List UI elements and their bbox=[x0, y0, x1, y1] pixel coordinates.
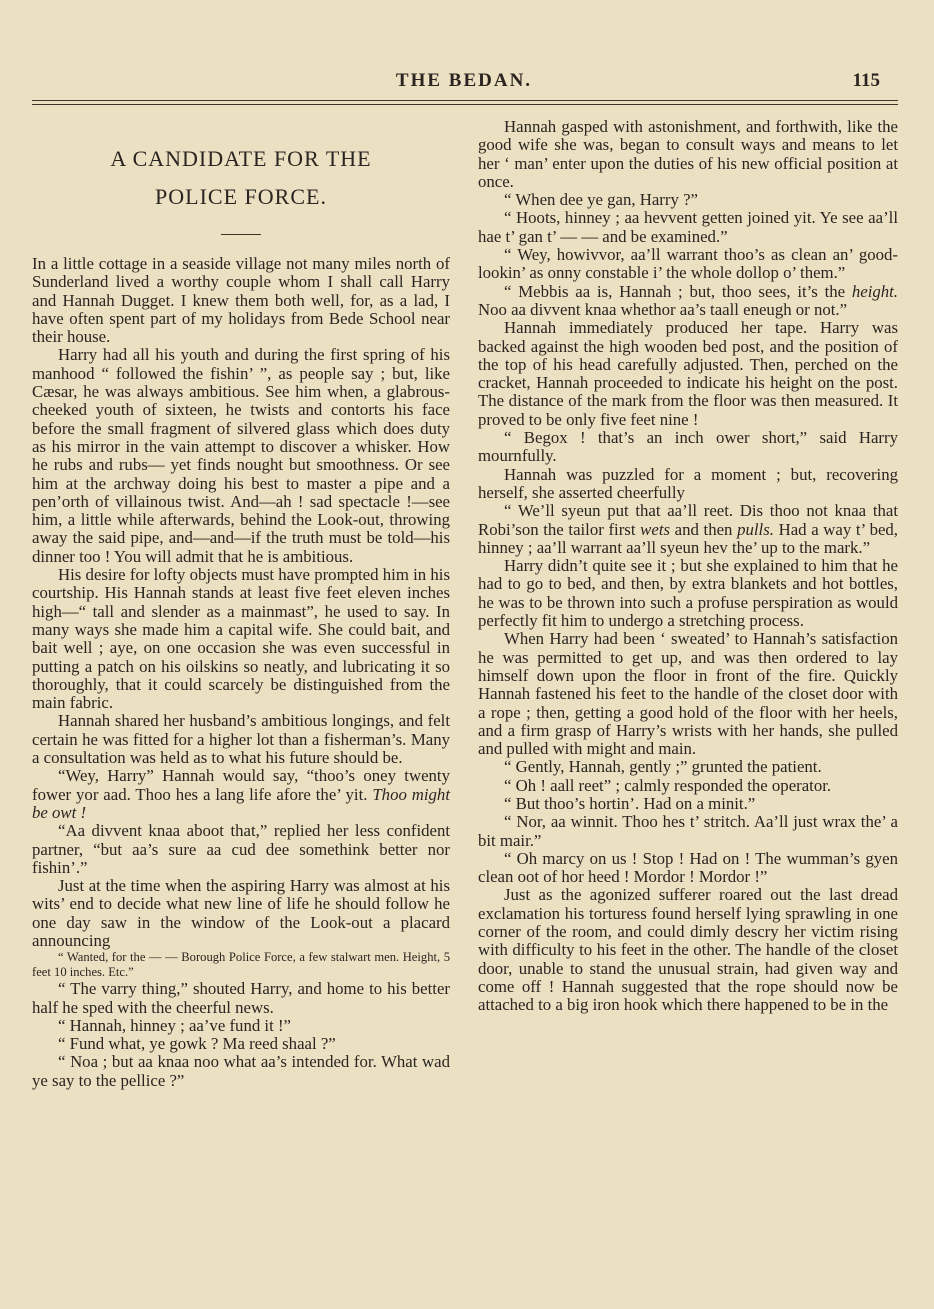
paragraph: When Harry had been ‘ sweated’ to Hannah’s satisfaction he was permitted to get up, and was then ordered to lay himself down upon the floor in front of the fire. Quickly Hannah fastened his feet to the handle of the closet door with a rope ; then, getting a good hold of the floor with her heels, and a firm grasp of Harry’s wrists with her hands, she pulled and pulled with might and main. bbox=[478, 629, 898, 759]
text-run: “ Mebbis aa is, Hannah ; but, thoo sees, it’s the bbox=[504, 281, 846, 301]
text-run: and then bbox=[674, 519, 733, 539]
paragraph: Hannah shared her husband’s ambitious longings, and felt certain he was fitted for a higher lot than a fisherman’s. Many a consultation was held as to what his future should be. bbox=[32, 711, 450, 768]
paragraph: Just as the agonized sufferer roared out the last dread exclamation his torturess found herself lying sprawling in one corner of the room, and could dimly descry her victim rising with difficulty to his feet in the other. The handle of the closet door, unable to stand the unusual strain, had given way and come off ! Hannah suggested that the rope should now be attached to a big iron hook which there happened to be in the bbox=[478, 885, 898, 1015]
paragraph bbox=[478, 502, 898, 557]
paragraph: “ Wey, howivvor, aa’ll warrant thoo’s as clean an’ good-lookin’ as onny constable i’ the whole dollop o’ them.” bbox=[478, 245, 898, 283]
paragraph bbox=[478, 283, 898, 320]
left-column bbox=[32, 118, 450, 1090]
paragraph: “ Noa ; but aa knaa noo what aa’s intended for. What wad ye say to the pellice ?” bbox=[32, 1052, 450, 1090]
paragraph: “ Gently, Hannah, gently ;” grunted the patient. bbox=[504, 757, 822, 777]
paragraph: “ Nor, aa winnit. Thoo hes t’ stritch. Aa’ll just wrax the’ a bit mair.” bbox=[478, 812, 898, 850]
italic-text: pulls. bbox=[737, 519, 774, 539]
paragraph: Hannah immediately produced her tape. Harry was backed against the high wooden bed post, and the position of the top of his head carefully adjusted. Then, perched on the cracket, Hannah proceeded to indicate his height on the post. The distance of the mark from the floor was then measured. It proved to be only five feet nine ! bbox=[478, 318, 898, 429]
paragraph: “ Fund what, ye gowk ? Ma reed shaal ?” bbox=[58, 1034, 336, 1054]
story-title bbox=[32, 140, 450, 216]
paragraph: “ Oh ! aall reet” ; calmly responded the operator. bbox=[504, 775, 832, 795]
paragraph: Harry had all his youth and during the first spring of his manhood “ followed the fishin’ ”, as people say ; but, like Cæsar, he was always ambitious. See him when, a glabrous-cheeked youth of sixteen, he twists and contorts his face before the small fragment of silvered glass which does duty as his mirror in the vain attempt to discover a whisker. How he rubs and rubs— yet finds nought but smoothness. Or see him at the archway doing his best to master a pipe and a pen’orth of villainous twist. And—ah ! sad spectacle !—see him, a little while afterwards, behind the Look-out, throwing away the said pipe, and—and—if the truth must be told—his dinner too ! You will admit that he is ambitious. bbox=[32, 345, 450, 566]
paragraph: Harry didn’t quite see it ; but she explained to him that he had to go to bed, and then, by extra blankets and hot bottles, he was to be thrown into such a profuse perspiration as would perfectly fit him to undergo a stretching process. bbox=[478, 556, 898, 631]
paragraph: “ Oh marcy on us ! Stop ! Had on ! The wumman’s gyen clean oot of hor heed ! Mordor ! Mordor !” bbox=[478, 848, 898, 887]
paragraph: In a little cottage in a seaside village not many miles north of Sunderland lived a worthy couple whom I shall call Harry and Hannah Dugget. I knew them both well, for, as a lad, I have often spent part of my holidays from Bede School near their house. bbox=[32, 254, 450, 347]
paragraph: “ When dee ye gan, Harry ?” bbox=[504, 190, 698, 210]
page-number: 115 bbox=[852, 70, 880, 91]
italic-text: Thoo might be owt ! bbox=[32, 784, 450, 822]
paragraph: His desire for lofty objects must have prompted him in his courtship. His Hannah stands at least five feet eleven inches high—“ tall and slender as a mainmast”, he used to say. In many ways she made him a capital wife. She could bait, and bait well ; aye, on one occasion she was even successful in putting a patch on his oilskins so neatly, and lubricating it so thoroughly, that it could scarcely be distinguished from the main fabric. bbox=[32, 565, 450, 713]
paragraph: “ Hoots, hinney ; aa hevvent getten joined yit. Ye see aa’ll hae t’ gan t’ — — and be examined.” bbox=[478, 208, 898, 246]
paragraph: “Aa divvent knaa aboot that,” replied her less confident partner, “but aa’s sure aa cud dee somethink better nor fishin’.” bbox=[32, 821, 450, 877]
text-run: Had a way t’ bed, hinney ; aa’ll warrant aa’ll syeun hev the’ up to the mark.” bbox=[478, 519, 898, 557]
paragraph: “ But thoo’s hortin’. Had on a minit.” bbox=[504, 793, 756, 813]
running-title: THE BEDAN. bbox=[395, 70, 533, 91]
paragraph: “ The varry thing,” shouted Harry, and home to his better half he sped with the cheerful news. bbox=[32, 979, 450, 1017]
paragraph: Hannah was puzzled for a moment ; but, recovering herself, she asserted cheerfully bbox=[478, 464, 898, 502]
running-header bbox=[30, 64, 898, 104]
paragraph: Hannah gasped with astonishment, and forthwith, like the good wife she was, began to consult ways and means to let her ‘ man’ enter upon the duties of his new official position at once. bbox=[478, 117, 898, 191]
text-run: Noo aa divvent knaa whethor aa’s taall eneugh or not.” bbox=[478, 299, 848, 319]
text-run: “Wey, Harry” Hannah would say, “thoo’s oney twenty fower yor aad. Thoo hes a lang life afore the’ yit. bbox=[32, 766, 450, 804]
paragraph bbox=[32, 767, 450, 822]
title-rule bbox=[221, 234, 261, 235]
italic-text: wets bbox=[640, 519, 671, 539]
story-title-line-2: POLICE FORCE. bbox=[155, 184, 327, 209]
right-column bbox=[478, 118, 898, 1015]
italic-text: height. bbox=[851, 281, 898, 301]
paragraph: “ Begox ! that’s an inch ower short,” said Harry mournfully. bbox=[478, 428, 898, 466]
story-title-line-1: A CANDIDATE FOR THE bbox=[110, 146, 372, 171]
text-run: “ We’ll syeun put that aa’ll reet. Dis thoo not knaa that Robi’son the tailor first bbox=[478, 501, 898, 539]
header-rule-bottom bbox=[32, 104, 898, 105]
paragraph: “ Hannah, hinney ; aa’ve fund it !” bbox=[58, 1015, 291, 1035]
paragraph: Just at the time when the aspiring Harry was almost at his wits’ end to decide what new line of life he should follow he one day saw in the window of the Look-out a placard announcing bbox=[32, 876, 450, 950]
header-rule-top bbox=[32, 100, 898, 101]
placard-notice: “ Wanted, for the — — Borough Police Force, a few stalwart men. Height, 5 feet 10 inches. Etc.” bbox=[32, 950, 450, 980]
